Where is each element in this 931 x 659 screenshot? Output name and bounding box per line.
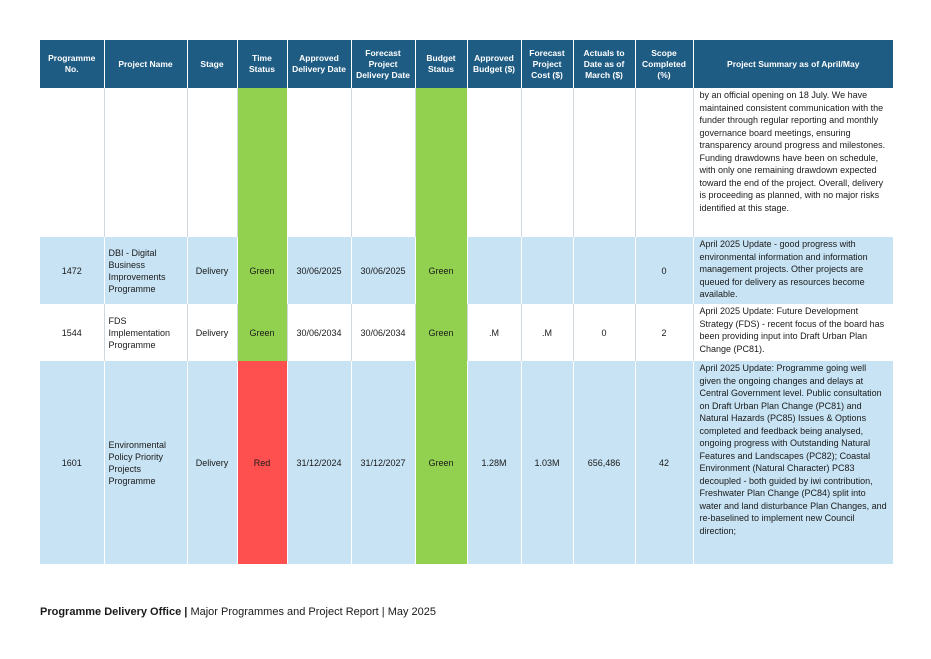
cell-empty (521, 88, 573, 237)
table-header-row (40, 40, 893, 88)
col-header-forecast-cost: Forecast Project Cost ($) (521, 40, 573, 88)
approved-budget-cell: 1.28M (467, 361, 521, 564)
col-header-project-summary: Project Summary as of April/May (693, 40, 893, 88)
actuals-to-date-cell: 656,486 (573, 361, 635, 564)
col-header-stage: Stage (187, 40, 237, 88)
table-row (40, 237, 893, 304)
actuals-to-date-cell (573, 237, 635, 304)
stage-cell: Delivery (187, 361, 237, 564)
page-footer (40, 606, 436, 618)
forecast-cost-cell: 1.03M (521, 361, 573, 564)
programme-no-cell: 1544 (40, 304, 104, 361)
budget-status-cell (415, 88, 467, 237)
forecast-cost-cell: .M (521, 304, 573, 361)
stage-cell: Delivery (187, 237, 237, 304)
actuals-to-date-cell: 0 (573, 304, 635, 361)
project-summary-cell: April 2025 Update: Future Development Strategy (FDS) - recent focus of the board has been providing input into Draft Urban Plan Change (PC81). (693, 304, 893, 361)
cell-empty (187, 88, 237, 237)
cell-empty (287, 88, 351, 237)
project-summary-cell: April 2025 Update: Programme going well given the ongoing changes and delays at Central Government level. Public consultation on Draft Urban Plan Change (PC81) and Natural Hazards (PC85) Issues & Options completed and feedback being analysed, ongoing progress with Outstanding Natural Features and Landscapes (PC82); Coastal Environment (Natural Character) PC83 decoupled - both guided by iwi contribution, Freshwater Plan Change (PC84) split into water and land disturbance Plan Changes, and re-baselined to implement new Council direction; (693, 361, 893, 564)
programme-no-cell: 1472 (40, 237, 104, 304)
table-row-continuation (40, 88, 893, 237)
cell-empty (467, 88, 521, 237)
forecast-cost-cell (521, 237, 573, 304)
project-name-cell: DBI - Digital Business Improvements Programme (104, 237, 187, 304)
table-row (40, 361, 893, 564)
budget-status-cell: Green (415, 361, 467, 564)
col-header-budget-status: Budget Status (415, 40, 467, 88)
project-name-cell: FDS Implementation Programme (104, 304, 187, 361)
programme-no-cell: 1601 (40, 361, 104, 564)
col-header-approved-delivery-date: Approved Delivery Date (287, 40, 351, 88)
cell-empty (635, 88, 693, 237)
approved-delivery-date-cell: 30/06/2034 (287, 304, 351, 361)
scope-completed-cell: 0 (635, 237, 693, 304)
footer-report-title: Major Programmes and Project Report | May 2025 (190, 606, 437, 618)
programme-report-table (40, 40, 893, 564)
project-name-cell: Environmental Policy Priority Projects Programme (104, 361, 187, 564)
time-status-cell: Red (237, 361, 287, 564)
col-header-approved-budget: Approved Budget ($) (467, 40, 521, 88)
time-status-cell: Green (237, 237, 287, 304)
cell-empty (104, 88, 187, 237)
col-header-programme-no: Programme No. (40, 40, 104, 88)
budget-status-cell: Green (415, 304, 467, 361)
approved-budget-cell (467, 237, 521, 304)
col-header-forecast-delivery-date: Forecast Project Delivery Date (351, 40, 415, 88)
cell-empty (40, 88, 104, 237)
cell-empty (351, 88, 415, 237)
col-header-actuals-to-date: Actuals to Date as of March ($) (573, 40, 635, 88)
project-summary-cell: by an official opening on 18 July. We have maintained consistent communication with the funder through regular reporting and monthly governance board meetings, ensuring transparency around progress and milestones. Funding drawdowns have been on schedule, with only one remaining drawdown expected toward the end of the project. Overall, delivery is proceeding as planned, with no major risks identified at this stage. (693, 88, 893, 237)
approved-delivery-date-cell: 31/12/2024 (287, 361, 351, 564)
col-header-project-name: Project Name (104, 40, 187, 88)
col-header-time-status: Time Status (237, 40, 287, 88)
footer-office-name: Programme Delivery Office (40, 606, 182, 618)
project-summary-cell: April 2025 Update - good progress with environmental information and information management projects. Other projects are queued for delivery as resources become available. (693, 237, 893, 304)
time-status-cell (237, 88, 287, 237)
col-header-scope-completed: Scope Completed (%) (635, 40, 693, 88)
table-row (40, 304, 893, 361)
forecast-delivery-date-cell: 31/12/2027 (351, 361, 415, 564)
budget-status-cell: Green (415, 237, 467, 304)
time-status-cell: Green (237, 304, 287, 361)
forecast-delivery-date-cell: 30/06/2025 (351, 237, 415, 304)
scope-completed-cell: 2 (635, 304, 693, 361)
cell-empty (573, 88, 635, 237)
forecast-delivery-date-cell: 30/06/2034 (351, 304, 415, 361)
stage-cell: Delivery (187, 304, 237, 361)
approved-delivery-date-cell: 30/06/2025 (287, 237, 351, 304)
footer-separator: | (181, 606, 191, 618)
approved-budget-cell: .M (467, 304, 521, 361)
scope-completed-cell: 42 (635, 361, 693, 564)
